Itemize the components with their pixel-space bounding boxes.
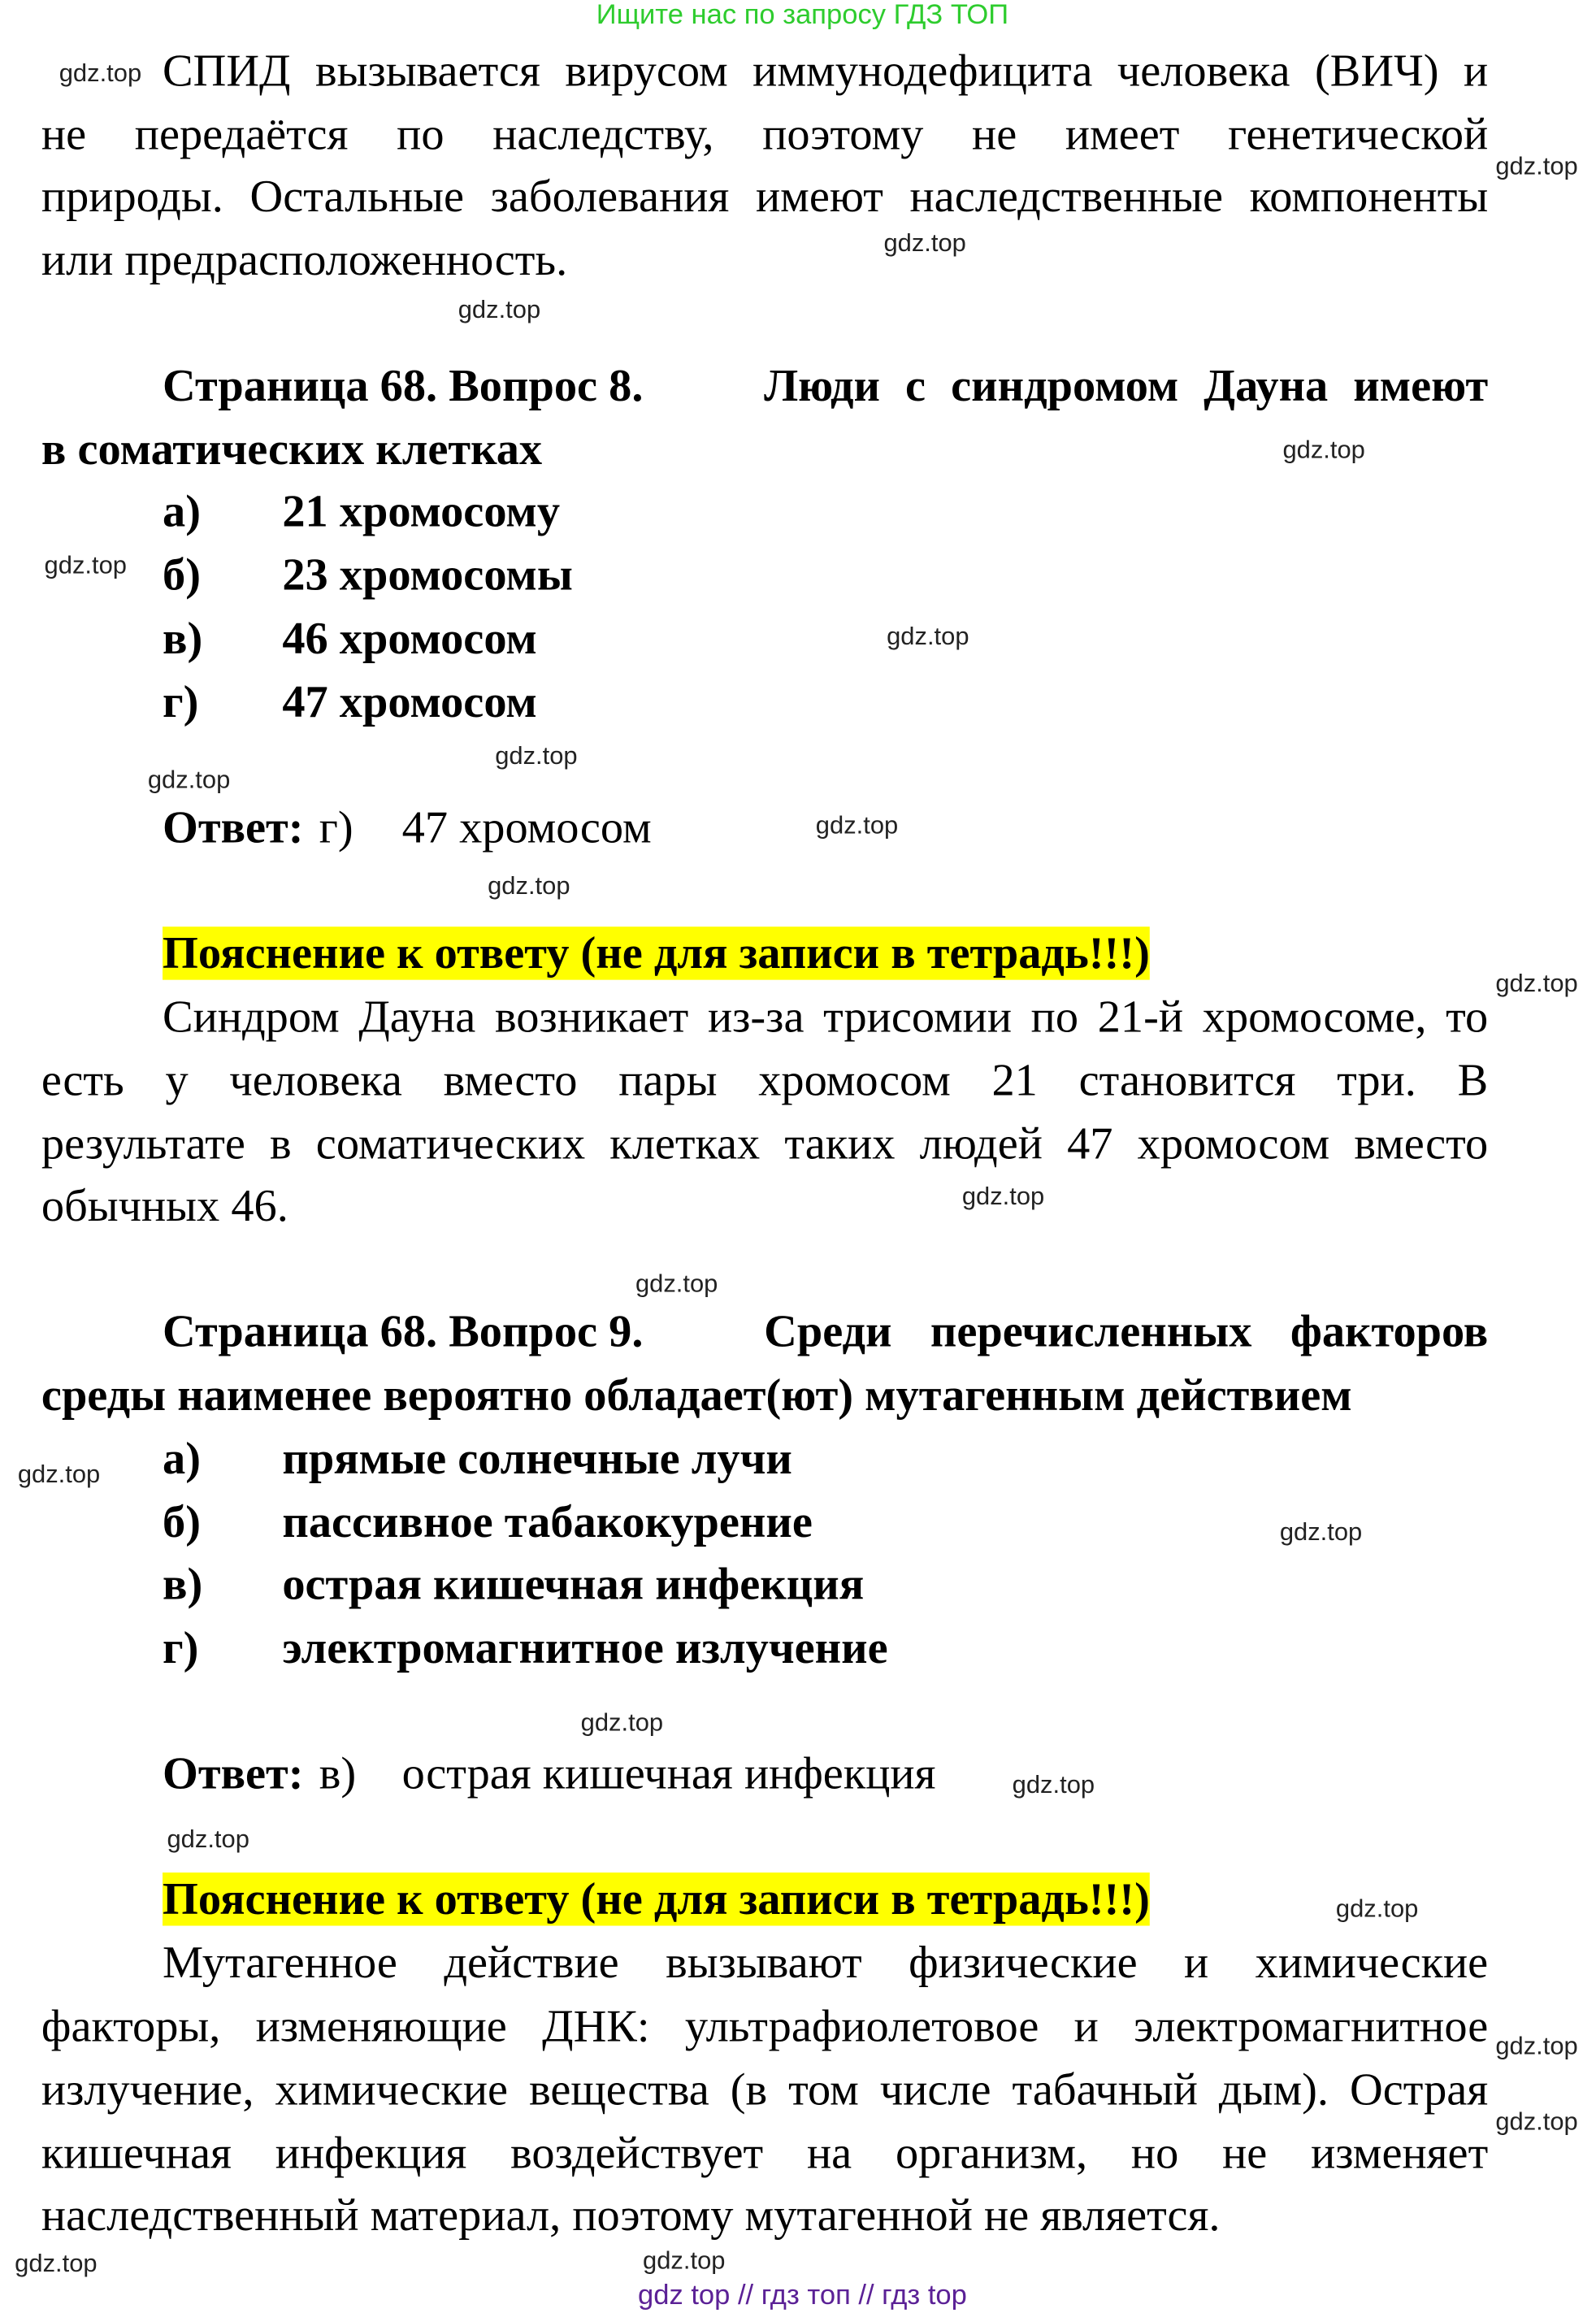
q9-question-rest: среды наименее вероятно обладает(ют) мутагенным действием <box>41 1368 1352 1421</box>
watermark: gdz.top <box>15 2249 98 2278</box>
q8-explanation-line: результате в соматических клетках таких людей 47 хромосом вместо <box>41 1117 1489 1170</box>
intro-line: не передаётся по наследству, поэтому не имеет генетической <box>41 107 1489 160</box>
search-banner[interactable]: Ищите нас по запросу ГДЗ ТОП <box>596 0 1009 32</box>
q8-answer-letter: г) <box>319 801 353 853</box>
q8-answer-label: Ответ: <box>163 801 304 853</box>
watermark: gdz.top <box>59 59 142 88</box>
q9-explanation-line: факторы, изменяющие ДНК: ультрафиолетовое и электромагнитное <box>41 1999 1489 2052</box>
q9-option-letter: г) <box>163 1621 199 1673</box>
watermark: gdz.top <box>147 765 231 794</box>
q8-option-text: 46 хромосом <box>282 611 537 664</box>
q9-option-text: прямые солнечные лучи <box>282 1432 792 1484</box>
q8-explanation-line: Синдром Дауна возникает из-за трисомии по 21-й хромосоме, то <box>163 990 1489 1043</box>
intro-line: СПИД вызывается вирусом иммунодефицита человека (ВИЧ) и <box>163 44 1489 97</box>
watermark: gdz.top <box>458 295 541 324</box>
q9-question: Среди перечисленных факторов <box>764 1304 1489 1357</box>
q8-option-letter: г) <box>163 675 199 727</box>
watermark: gdz.top <box>1495 2107 1578 2136</box>
intro-line: природы. Остальные заболевания имеют наследственные компоненты <box>41 170 1489 222</box>
q9-option-text: острая кишечная инфекция <box>282 1557 865 1610</box>
watermark: gdz.top <box>1495 969 1578 998</box>
q8-option-letter: в) <box>163 611 203 664</box>
q8-option-letter: б) <box>163 548 202 601</box>
watermark: gdz.top <box>1279 1517 1363 1547</box>
watermark: gdz.top <box>643 2246 726 2275</box>
q9-answer-letter: в) <box>319 1747 357 1799</box>
watermark: gdz.top <box>1335 1894 1419 1923</box>
q8-note-title: Пояснение к ответу (не для записи в тетрадь!!!) <box>163 927 1150 979</box>
q8-question-rest: в соматических клетках <box>41 423 543 475</box>
intro-line: или предрасположенность. <box>41 233 568 285</box>
watermark: gdz.top <box>495 741 578 770</box>
q9-answer-text: острая кишечная инфекция <box>401 1747 936 1799</box>
watermark: gdz.top <box>44 551 127 579</box>
q9-answer-label: Ответ: <box>163 1747 304 1799</box>
watermark: gdz.top <box>1012 1770 1095 1799</box>
watermark: gdz.top <box>17 1460 101 1489</box>
q8-option-text: 47 хромосом <box>282 675 537 727</box>
q8-option-letter: а) <box>163 484 202 537</box>
q9-explanation-line: кишечная инфекция воздействует на организм, но не изменяет <box>41 2126 1489 2179</box>
q8-question: Люди с синдромом Дауна имеют <box>764 358 1489 411</box>
q8-answer-text: 47 хромосом <box>401 801 652 853</box>
watermark: gdz.top <box>887 622 969 651</box>
watermark: gdz.top <box>167 1825 249 1854</box>
q9-explanation-line: Мутагенное действие вызывают физические и химические <box>163 1936 1489 1988</box>
q9-title: Страница 68. Вопрос 9. <box>163 1304 644 1357</box>
watermark: gdz.top <box>635 1269 718 1298</box>
q9-option-text: пассивное табакокурение <box>282 1495 813 1547</box>
q9-explanation-line: излучение, химические вещества (в том числе табачный дым). Острая <box>41 2063 1489 2116</box>
watermark: gdz.top <box>883 228 966 258</box>
q8-option-text: 21 хромосому <box>282 484 561 537</box>
q8-title: Страница 68. Вопрос 8. <box>163 358 644 411</box>
q8-explanation-line: обычных 46. <box>41 1179 288 1231</box>
q8-explanation-line: есть у человека вместо пары хромосом 21 становится три. В <box>41 1053 1489 1106</box>
q9-note-title: Пояснение к ответу (не для записи в тетрадь!!!) <box>163 1873 1150 1925</box>
watermark: gdz.top <box>1495 2032 1578 2060</box>
q9-option-letter: в) <box>163 1557 203 1610</box>
q9-option-letter: а) <box>163 1432 202 1484</box>
watermark: gdz.top <box>815 811 899 840</box>
q8-option-text: 23 хромосомы <box>282 548 573 601</box>
watermark: gdz.top <box>1495 152 1578 180</box>
watermark: gdz.top <box>488 871 570 900</box>
q9-option-letter: б) <box>163 1495 202 1547</box>
watermark: gdz.top <box>1282 436 1365 465</box>
watermark: gdz.top <box>580 1708 664 1737</box>
watermark: gdz.top <box>961 1182 1045 1211</box>
footer-links[interactable]: gdz top // гдз топ // гдз top <box>638 2280 967 2312</box>
q9-option-text: электромагнитное излучение <box>282 1621 888 1673</box>
q9-explanation-line: наследственный материал, поэтому мутагенной не является. <box>41 2189 1221 2241</box>
